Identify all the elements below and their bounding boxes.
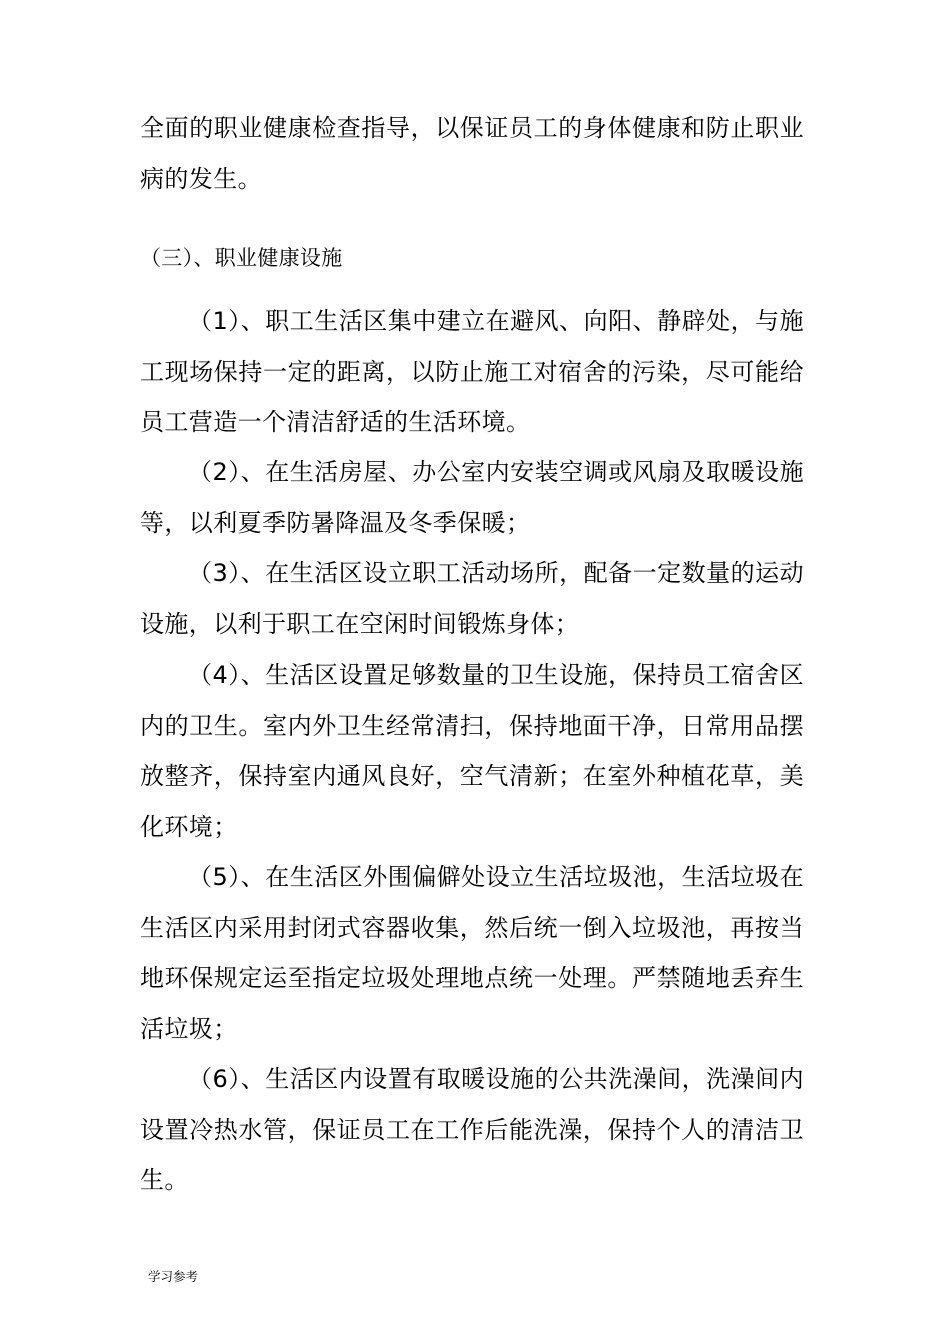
list-item: （1）、职工生活区集中建立在避风、向阳、静辟处，与施工现场保持一定的距离，以防止施工对宿舍的污染，尽可能给员工营造一个清洁舒适的生活环境。 [140,307,804,436]
list-item: （4）、生活区设置足够数量的卫生设施，保持员工宿舍区内的卫生。室内外卫生经常清扫，保持地面干净，日常用品摆放整齐，保持室内通风良好，空气清新；在室外种植花草，美化环境； [140,661,804,841]
section-heading: （三）、职业健康设施 [140,246,343,270]
list-item: （3）、在生活区设立职工活动场所，配备一定数量的运动设施，以利于职工在空闲时间锻炼身体； [140,559,804,638]
list-item: （5）、在生活区外围偏僻处设立生活垃圾池，生活垃圾在生活区内采用封闭式容器收集，然后统一倒入垃圾池，再按当地环保规定运至指定垃圾处理地点统一处理。严禁随地丢弃生活垃圾； [140,863,804,1043]
intro-paragraph: 全面的职业健康检查指导，以保证员工的身体健康和防止职业病的发生。 [140,114,804,193]
list-item: （6）、生活区内设置有取暖设施的公共洗澡间，洗澡间内设置冷热水管，保证员工在工作后能洗澡，保持个人的清洁卫生。 [140,1065,804,1194]
list-item: （2）、在生活房屋、办公室内安装空调或风扇及取暖设施等，以利夏季防暑降温及冬季保暖； [140,458,804,537]
footer-label: 学习参考 [148,1269,199,1284]
